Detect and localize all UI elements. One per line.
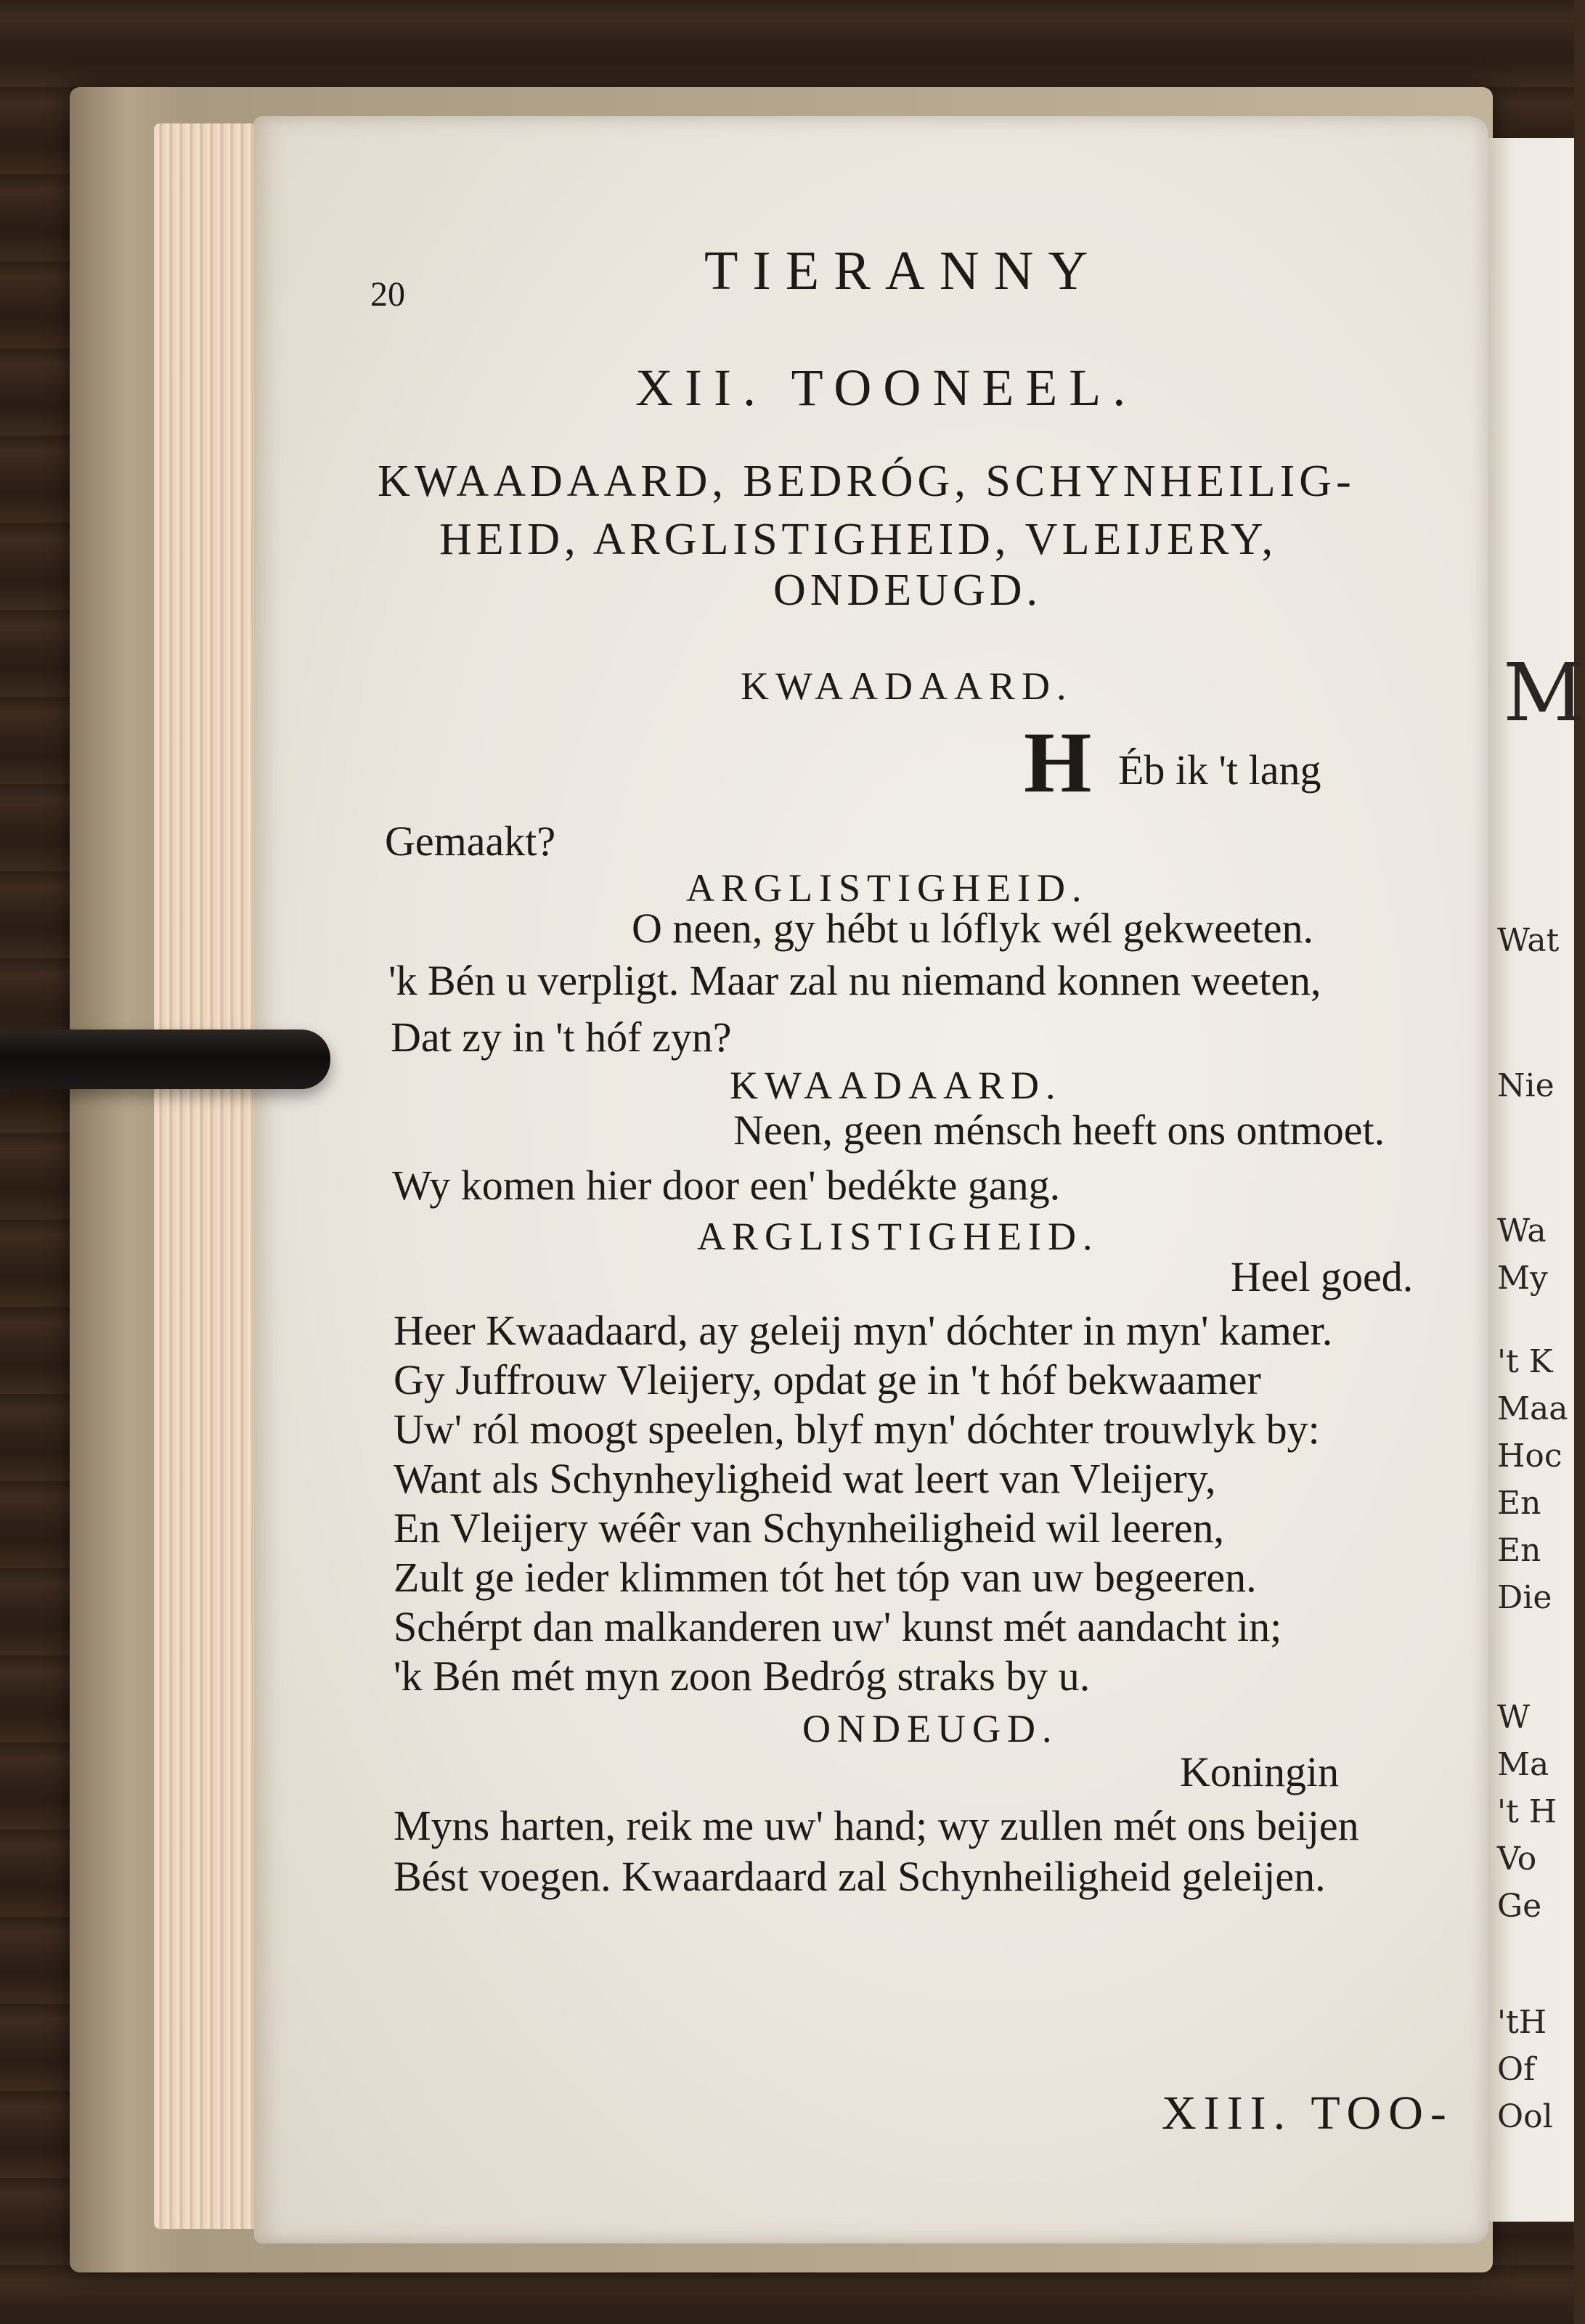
speaker-name: ARGLISTIGHEID. bbox=[686, 866, 1088, 910]
verse-line: Dat zy in 't hóf zyn? bbox=[391, 1014, 732, 1061]
facing-fragment: Wa bbox=[1497, 1212, 1547, 1249]
page-edges bbox=[154, 123, 270, 2229]
speaker-name: ONDEUGD. bbox=[802, 1707, 1059, 1750]
facing-fragment: Nie bbox=[1497, 1067, 1555, 1104]
verse-line: Schérpt dan malkanderen uw' kunst mét aandacht in; bbox=[394, 1603, 1282, 1650]
speaker-name: ARGLISTIGHEID. bbox=[697, 1215, 1099, 1258]
speaker-name: KWAADAARD. bbox=[741, 664, 1073, 708]
verse-line: 'k Bén u verpligt. Maar zal nu niemand konnen weeten, bbox=[388, 957, 1321, 1004]
facing-fragment: Die bbox=[1497, 1579, 1552, 1616]
facing-fragment: Wat bbox=[1497, 922, 1560, 959]
facing-fragment: 't H bbox=[1497, 1793, 1557, 1830]
running-head: TIERANNY bbox=[704, 240, 1103, 301]
facing-fragment: Ge bbox=[1497, 1888, 1542, 1925]
facing-fragment: 'tH bbox=[1497, 2004, 1547, 2041]
verse-line: En Vleijery wéêr van Schynheiligheid wil leeren, bbox=[394, 1504, 1225, 1552]
facing-fragment: W bbox=[1497, 1699, 1531, 1736]
cast-line: ONDEUGD. bbox=[773, 566, 1043, 615]
facing-fragment: 't K bbox=[1497, 1343, 1553, 1380]
facing-fragment: En bbox=[1497, 1485, 1541, 1522]
verse-line: Éb ik 't lang bbox=[1118, 746, 1321, 794]
facing-fragment: Hoc bbox=[1497, 1438, 1562, 1475]
verse-line: Koningin bbox=[1180, 1748, 1340, 1795]
verse-line: O neen, gy hébt u lóflyk wél gekweeten. bbox=[632, 905, 1313, 952]
drop-cap: H bbox=[1024, 714, 1092, 810]
facing-fragment: My bbox=[1497, 1260, 1548, 1297]
verse-line: Bést voegen. Kwaardaard zal Schynheiligheid geleijen. bbox=[394, 1853, 1326, 1900]
verse-line: Gy Juffrouw Vleijery, opdat ge in 't hóf bekwaamer bbox=[394, 1356, 1261, 1403]
facing-fragment: Maa bbox=[1497, 1390, 1568, 1427]
pen bbox=[0, 1030, 330, 1089]
verse-line: Gemaakt? bbox=[385, 818, 556, 865]
speaker-name: KWAADAARD. bbox=[730, 1064, 1062, 1107]
verse-line: Want als Schynheyligheid wat leert van Vleijery, bbox=[394, 1455, 1216, 1502]
verse-line: Heer Kwaadaard, ay geleij myn' dóchter in myn' kamer. bbox=[394, 1307, 1333, 1354]
verse-line: Wy komen hier door een' bedékte gang. bbox=[392, 1162, 1061, 1209]
verse-line: Uw' ról moogt speelen, blyf myn' dóchter trouwlyk by: bbox=[394, 1406, 1320, 1453]
verse-line: Myns harten, reik me uw' hand; wy zullen mét ons beijen bbox=[394, 1802, 1359, 1849]
verse-line: 'k Bén mét myn zoon Bedróg straks by u. bbox=[394, 1652, 1091, 1700]
cast-line: KWAADAARD, BEDRÓG, SCHYNHEILIG- bbox=[378, 457, 1356, 506]
facing-page bbox=[1488, 138, 1585, 2222]
facing-fragment: Vo bbox=[1497, 1840, 1537, 1877]
cast-line: HEID, ARGLISTIGHEID, VLEIJERY, bbox=[439, 515, 1278, 564]
facing-fragment: M bbox=[1503, 646, 1585, 739]
facing-fragment: Ma bbox=[1497, 1746, 1549, 1783]
verse-line: Heel goed. bbox=[1231, 1253, 1414, 1300]
verse-line: Neen, geen ménsch heeft ons ontmoet. bbox=[733, 1106, 1385, 1154]
scene-title: XII. TOONEEL. bbox=[635, 359, 1138, 417]
catchword: XIII. TOO- bbox=[1162, 2087, 1454, 2140]
facing-fragment: Of bbox=[1497, 2051, 1536, 2088]
page-number: 20 bbox=[370, 275, 405, 314]
facing-fragment: Ool bbox=[1497, 2098, 1553, 2135]
verse-line: Zult ge ieder klimmen tót het tóp van uw begeeren. bbox=[394, 1554, 1257, 1601]
facing-fragment: En bbox=[1497, 1532, 1541, 1569]
